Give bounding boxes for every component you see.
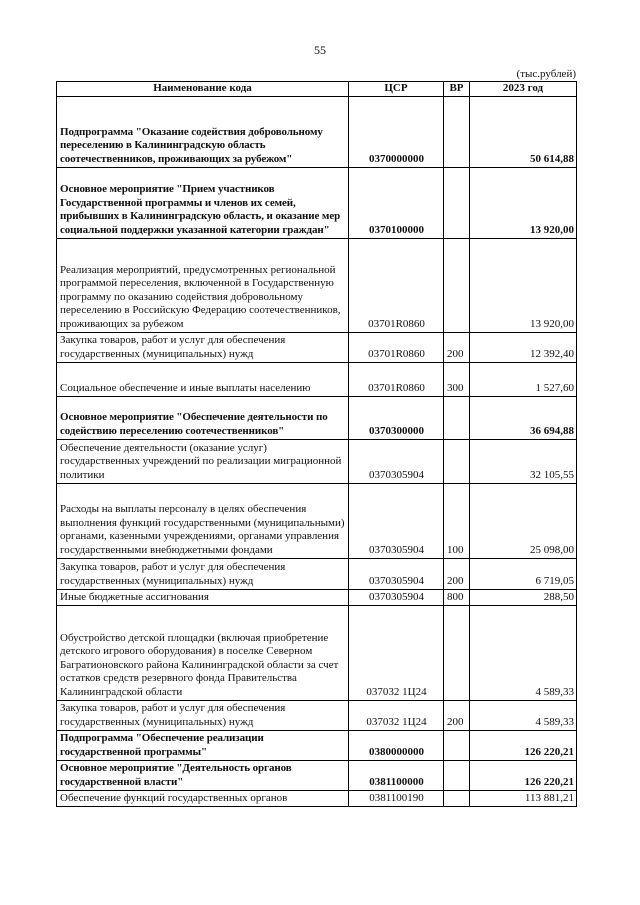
table-row [57,761,577,791]
table-row [57,484,577,559]
row-name: Закупка товаров, работ и услуг для обеспечения государственных (муниципальных) нужд [57,559,349,590]
table-row [57,606,577,701]
row-name: Социальное обеспечение и иные выплаты населению [57,363,349,397]
row-csr: 0370305904 [349,484,444,559]
page-number: 55 [314,43,326,57]
row-csr: 0381100000 [349,761,444,791]
row-csr: 037032 1Ц24 [349,701,444,731]
row-vr [444,761,470,791]
row-vr [444,606,470,701]
units-label: (тыс.рублей) [516,68,576,80]
row-csr: 0380000000 [349,731,444,761]
table-row [57,239,577,333]
row-name: Обеспечение функций государственных органов [57,791,349,807]
row-sum: 32 105,55 [470,440,577,484]
row-csr: 0370305904 [349,590,444,606]
row-vr: 100 [444,484,470,559]
table-row [57,363,577,397]
table-row [57,791,577,807]
row-vr: 300 [444,363,470,397]
row-vr [444,791,470,807]
row-sum: 13 920,00 [470,168,577,239]
row-sum: 50 614,88 [470,97,577,168]
row-csr: 037032 1Ц24 [349,606,444,701]
row-name: Подпрограмма "Обеспечение реализации государственной программы" [57,731,349,761]
row-name: Иные бюджетные ассигнования [57,590,349,606]
row-sum: 126 220,21 [470,761,577,791]
header-csr: ЦСР [349,82,444,97]
row-sum: 13 920,00 [470,239,577,333]
row-vr: 200 [444,333,470,363]
row-vr: 200 [444,701,470,731]
table-row [57,731,577,761]
row-csr: 0370305904 [349,440,444,484]
table-row [57,590,577,606]
row-csr: 0370300000 [349,397,444,440]
row-sum: 126 220,21 [470,731,577,761]
table-row [57,701,577,731]
row-name: Реализация мероприятий, предусмотренных региональной программой переселения, включенной в Государственную программу по оказанию содействия добровольному переселению в Российскую Федерацию соотечественников, проживающих за рубежом [57,239,349,333]
row-vr [444,239,470,333]
row-csr: 0381100190 [349,791,444,807]
table-header-row [57,82,577,97]
row-name: Подпрограмма "Оказание содействия добровольному переселению в Калининградскую область соотечественников, проживающих за рубежом" [57,97,349,168]
row-vr [444,97,470,168]
row-vr [444,168,470,239]
table-row [57,397,577,440]
row-csr: 03701R0860 [349,363,444,397]
row-vr [444,397,470,440]
row-csr: 0370100000 [349,168,444,239]
row-name: Основное мероприятие "Обеспечение деятельности по содействию переселению соотечественников" [57,397,349,440]
table-row [57,168,577,239]
row-name: Расходы на выплаты персоналу в целях обеспечения выполнения функций государственными (муниципальными) органами, казенными учреждениями, органами управления государственными внебюджетными фондами [57,484,349,559]
row-vr: 200 [444,559,470,590]
header-name: Наименование кода [57,82,349,97]
row-name: Основное мероприятие "Деятельность органов государственной власти" [57,761,349,791]
row-sum: 4 589,33 [470,606,577,701]
table-row [57,559,577,590]
row-sum: 25 098,00 [470,484,577,559]
table-row [57,440,577,484]
row-sum: 36 694,88 [470,397,577,440]
row-sum: 1 527,60 [470,363,577,397]
budget-table [56,81,577,807]
row-sum: 4 589,33 [470,701,577,731]
header-sum: 2023 год [470,82,577,97]
row-csr: 0370000000 [349,97,444,168]
table-row [57,97,577,168]
row-name: Закупка товаров, работ и услуг для обеспечения государственных (муниципальных) нужд [57,701,349,731]
row-sum: 113 881,21 [470,791,577,807]
row-csr: 0370305904 [349,559,444,590]
row-vr: 800 [444,590,470,606]
table-row [57,333,577,363]
row-csr: 03701R0860 [349,333,444,363]
header-vr: ВР [444,82,470,97]
row-name: Закупка товаров, работ и услуг для обеспечения государственных (муниципальных) нужд [57,333,349,363]
row-name: Обустройство детской площадки (включая приобретение детского игрового оборудования) в поселке Северном Багратионовского района Калининградской области за счет остатков средств резервного фонда Правительства Калининградской области [57,606,349,701]
row-name: Обеспечение деятельности (оказание услуг) государственных учреждений по реализации миграционной политики [57,440,349,484]
row-sum: 12 392,40 [470,333,577,363]
row-name: Основное мероприятие "Прием участников Государственной программы и членов их семей, прибывших в Калининградскую область, и оказание мер социальной поддержки указанной категории граждан" [57,168,349,239]
row-csr: 03701R0860 [349,239,444,333]
row-sum: 6 719,05 [470,559,577,590]
row-vr [444,731,470,761]
row-sum: 288,50 [470,590,577,606]
row-vr [444,440,470,484]
